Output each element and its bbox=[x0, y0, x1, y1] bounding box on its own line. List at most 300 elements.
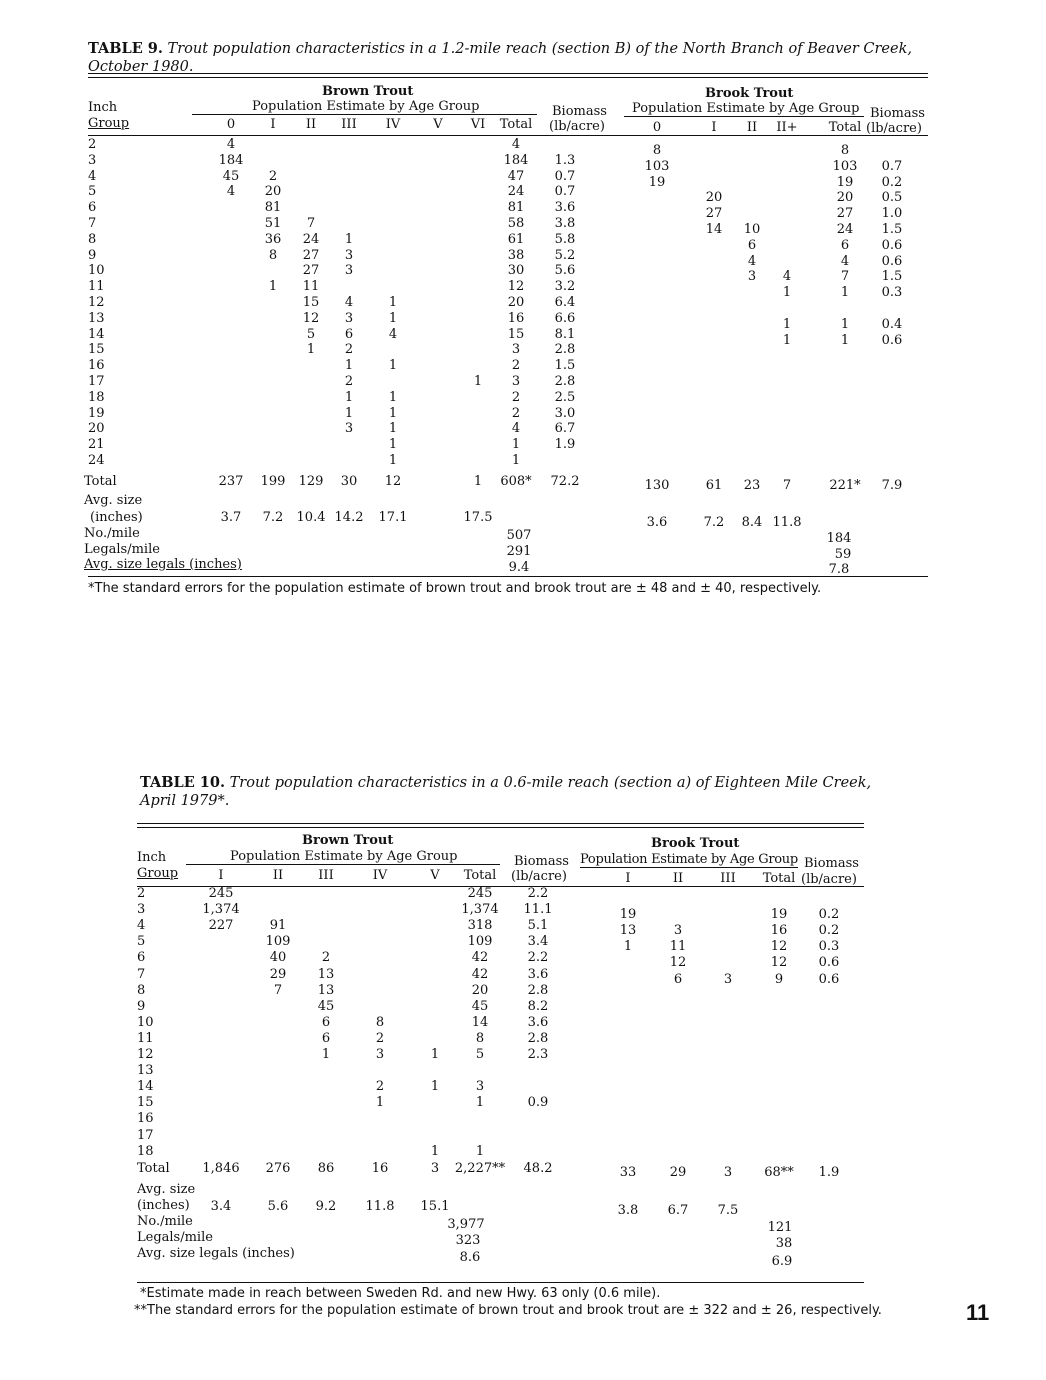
table10-total-cell: 3 bbox=[723, 1165, 733, 1180]
table10-biomass-unit: (lb/acre) bbox=[511, 869, 567, 884]
table9-cell: 6 bbox=[747, 237, 757, 253]
table10-group-label: Group bbox=[137, 866, 179, 881]
table10-cell: 8 bbox=[375, 1014, 385, 1030]
table9-cell: 1.5 bbox=[554, 358, 576, 374]
table9-avg-cell: 17.1 bbox=[378, 510, 408, 525]
table9-cell: 8 bbox=[652, 143, 662, 158]
table9-cell: 3.2 bbox=[554, 279, 576, 295]
table10-col-brown-1: II bbox=[272, 868, 284, 883]
table9-cell: 1 bbox=[473, 374, 483, 389]
table9-cell: 1.5 bbox=[881, 269, 903, 285]
table10-row-inch: 14 bbox=[137, 1079, 154, 1095]
table10-row-inch: 17 bbox=[137, 1127, 154, 1143]
table9-cell: 8 bbox=[840, 143, 850, 158]
table9-cell: 2 bbox=[511, 358, 521, 374]
table9-row-inch: 12 bbox=[88, 295, 105, 310]
table10-cell: 1 bbox=[623, 939, 633, 955]
table9-row-inch: 11 bbox=[88, 279, 105, 295]
table9-avg-cell: 7.2 bbox=[703, 515, 725, 530]
table9-cell: 103 bbox=[832, 158, 858, 174]
table10-cell: 20 bbox=[471, 982, 489, 998]
table9-row-inch: 21 bbox=[88, 437, 105, 453]
table9-total-cell: 1 bbox=[473, 474, 483, 489]
table9-total-cell: 61 bbox=[705, 478, 723, 493]
table9-cell: 1 bbox=[306, 342, 316, 358]
table9-row-inch: 18 bbox=[88, 389, 105, 405]
table9-col-brown-4: IV bbox=[385, 117, 401, 132]
table10-avg-legals-label: Avg. size legals (inches) bbox=[137, 1246, 295, 1261]
table10-cell: 245 bbox=[208, 886, 234, 901]
table9-total-cell: 237 bbox=[218, 474, 244, 489]
table10-top-rule-2 bbox=[137, 827, 864, 828]
table9-avg-size-label: Avg. size bbox=[84, 493, 143, 508]
table10-cell: 14 bbox=[471, 1014, 489, 1030]
table10-cell: 13 bbox=[317, 982, 335, 998]
table10-avg-cell: 6.7 bbox=[667, 1203, 689, 1218]
table9-total-cell: 129 bbox=[298, 474, 324, 489]
table10-total-cell: 33 bbox=[619, 1165, 637, 1180]
table9-row-inch: 6 bbox=[88, 200, 97, 216]
table10-brown-header: Brown Trout bbox=[302, 833, 394, 848]
table9-cell: 2.8 bbox=[554, 374, 576, 389]
table9-cell: 0.6 bbox=[881, 332, 903, 348]
table9-cell: 27 bbox=[302, 263, 320, 279]
table10-cell: 5 bbox=[475, 1047, 485, 1062]
table9-label: TABLE 9. bbox=[88, 40, 163, 57]
table9-avg-cell: 14.2 bbox=[334, 510, 364, 525]
table9-cell: 1.0 bbox=[881, 206, 903, 222]
table10-total-cell: 1.9 bbox=[818, 1165, 840, 1180]
table9-cell: 0.2 bbox=[881, 174, 903, 190]
table10-total-label: Total bbox=[137, 1161, 170, 1176]
table9-cell: 2 bbox=[511, 389, 521, 405]
table10-cell: 3.6 bbox=[527, 1014, 549, 1030]
table10-cell: 1 bbox=[430, 1079, 440, 1095]
table9-avg-cell: 3.6 bbox=[646, 515, 668, 530]
table9-cell: 5.6 bbox=[554, 263, 576, 279]
table9-no-mile-brook: 184 bbox=[826, 531, 852, 546]
table9-total-label: Total bbox=[84, 474, 117, 489]
table9-cell: 1 bbox=[840, 332, 850, 348]
table10-cell: 12 bbox=[770, 955, 788, 971]
table10-col-brown-2: III bbox=[318, 868, 334, 883]
table9-cell: 1 bbox=[511, 453, 521, 468]
table9-brook-sub-rule bbox=[624, 116, 864, 117]
table9-cell: 4 bbox=[226, 184, 236, 200]
table10-brown-sub-rule bbox=[186, 864, 500, 865]
table9-cell: 2 bbox=[344, 342, 354, 358]
table10-cell: 16 bbox=[770, 923, 788, 939]
table10-cell: 2.3 bbox=[527, 1047, 549, 1062]
table9-cell: 27 bbox=[705, 206, 723, 222]
table10-bottom-rule bbox=[137, 1282, 864, 1283]
table9-cell: 1 bbox=[388, 295, 398, 310]
table10-avg-cell: 5.6 bbox=[267, 1199, 289, 1214]
table10-cell: 1,374 bbox=[202, 902, 240, 918]
table9-cell: 0.6 bbox=[881, 237, 903, 253]
table9-cell: 61 bbox=[507, 231, 525, 247]
table10-cell: 11.1 bbox=[523, 902, 553, 918]
table10-avg-cell: 3.8 bbox=[617, 1203, 639, 1218]
table9-col-brook-4: Total bbox=[828, 120, 862, 135]
table10-cell: 318 bbox=[467, 918, 493, 934]
table10-cell: 0.2 bbox=[818, 923, 840, 939]
table9-cell: 8 bbox=[268, 247, 278, 263]
table9-cell: 1.3 bbox=[554, 152, 576, 168]
table9-cell: 5 bbox=[306, 326, 316, 342]
table9-cell: 184 bbox=[218, 152, 244, 168]
table9-cell: 0.4 bbox=[881, 316, 903, 332]
table9-cell: 4 bbox=[511, 137, 521, 152]
table9-cell: 1 bbox=[840, 316, 850, 332]
table9-avg-cell: 10.4 bbox=[296, 510, 326, 525]
table10-cell: 19 bbox=[770, 907, 788, 923]
table9-cell: 36 bbox=[264, 231, 282, 247]
table9-row-inch: 8 bbox=[88, 231, 97, 247]
table10-no-mile-brown: 3,977 bbox=[447, 1217, 485, 1232]
table9-cell: 1 bbox=[840, 285, 850, 301]
table10-cell: 8.2 bbox=[527, 998, 549, 1014]
table10-cell: 245 bbox=[467, 886, 493, 901]
table10-row-inch: 7 bbox=[137, 966, 146, 982]
table10-inches-label: (inches) bbox=[137, 1198, 190, 1213]
table9-cell: 20 bbox=[705, 190, 723, 206]
table9-row-inch: 5 bbox=[88, 184, 97, 200]
table9-cell: 3.0 bbox=[554, 405, 576, 421]
table10-avg-legals-brown: 8.6 bbox=[459, 1250, 481, 1265]
table9-cell: 16 bbox=[507, 310, 525, 326]
table9-cell: 5.2 bbox=[554, 247, 576, 263]
table10-legals-brook: 38 bbox=[775, 1236, 793, 1251]
table10-row-inch: 15 bbox=[137, 1095, 154, 1111]
table9-avg-legals-label: Avg. size legals (inches) bbox=[84, 557, 242, 572]
table9-cell: 1 bbox=[388, 389, 398, 405]
table10-biomass-label: Biomass bbox=[514, 854, 569, 869]
table9-cell: 1 bbox=[344, 405, 354, 421]
table10-cell: 9 bbox=[774, 971, 784, 987]
table9-cell: 27 bbox=[836, 206, 854, 222]
table9-total-cell: 30 bbox=[340, 474, 358, 489]
table10-cell: 1 bbox=[430, 1143, 440, 1159]
table9-cell: 3 bbox=[344, 263, 354, 279]
table9-col-brown-7: Total bbox=[499, 117, 533, 132]
table9-cell: 81 bbox=[264, 200, 282, 216]
table9-cell: 6.4 bbox=[554, 295, 576, 310]
table9-cell: 27 bbox=[302, 247, 320, 263]
table10-avg-cell: 9.2 bbox=[315, 1199, 337, 1214]
table9-avg-cell: 17.5 bbox=[463, 510, 493, 525]
table9-row-inch: 16 bbox=[88, 358, 105, 374]
table9-top-rule-2 bbox=[88, 77, 928, 78]
table10-brook-biomass-label: Biomass bbox=[804, 856, 859, 871]
table9-cell: 45 bbox=[222, 168, 240, 184]
table9-row-inch: 17 bbox=[88, 374, 105, 389]
table9-cell: 24 bbox=[302, 231, 320, 247]
table10-col-brook-3: Total bbox=[762, 871, 796, 886]
table9-cell: 1 bbox=[782, 316, 792, 332]
table10-row-inch: 2 bbox=[137, 886, 146, 901]
table9-row-inch: 9 bbox=[88, 247, 97, 263]
table9-row-inch: 20 bbox=[88, 421, 105, 437]
table9-cell: 4 bbox=[388, 326, 398, 342]
table9-col-brown-1: I bbox=[270, 117, 276, 132]
table9-cell: 12 bbox=[507, 279, 525, 295]
table9-cell: 1 bbox=[782, 285, 792, 301]
table10-col-brown-3: IV bbox=[372, 868, 388, 883]
table9-cell: 51 bbox=[264, 216, 282, 231]
table10-cell: 13 bbox=[317, 966, 335, 982]
table10-avg-cell: 3.4 bbox=[210, 1199, 232, 1214]
table9-cell: 6 bbox=[344, 326, 354, 342]
table9-row-inch: 4 bbox=[88, 168, 97, 184]
table9-col-brown-3: III bbox=[341, 117, 357, 132]
table10-cell: 13 bbox=[619, 923, 637, 939]
table9-cell: 3 bbox=[511, 342, 521, 358]
table9-cell: 1 bbox=[344, 389, 354, 405]
table9-cell: 1 bbox=[344, 358, 354, 374]
table9-cell: 3 bbox=[344, 247, 354, 263]
table9-cell: 3.6 bbox=[554, 200, 576, 216]
table10-row-inch: 6 bbox=[137, 950, 146, 966]
table9-cell: 2 bbox=[268, 168, 278, 184]
table10-col-brook-1: II bbox=[672, 871, 684, 886]
table9-total-cell: 23 bbox=[743, 478, 761, 493]
table9-cell: 4 bbox=[782, 269, 792, 285]
table10-brook-header: Brook Trout bbox=[651, 836, 740, 851]
table10-cell: 12 bbox=[770, 939, 788, 955]
table9-cell: 19 bbox=[648, 174, 666, 190]
table10-avg-size-label: Avg. size bbox=[137, 1182, 196, 1197]
table9-cell: 1 bbox=[388, 405, 398, 421]
table10-cell: 0.2 bbox=[818, 907, 840, 923]
table10-cell: 0.6 bbox=[818, 955, 840, 971]
table9-row-inch: 7 bbox=[88, 216, 97, 231]
table9-cell: 20 bbox=[264, 184, 282, 200]
table10-brook-biomass-unit: (lb/acre) bbox=[801, 872, 857, 887]
table9-brook-header: Brook Trout bbox=[705, 86, 794, 101]
table9-cell: 30 bbox=[507, 263, 525, 279]
table10-cell: 2.2 bbox=[527, 950, 549, 966]
table10-cell: 7 bbox=[273, 982, 283, 998]
table9-total-cell: 7 bbox=[782, 478, 792, 493]
table10-cell: 11 bbox=[669, 939, 687, 955]
table10-cell: 45 bbox=[317, 998, 335, 1014]
table10-cell: 2 bbox=[321, 950, 331, 966]
table10-cell: 29 bbox=[269, 966, 287, 982]
table9-cell: 15 bbox=[302, 295, 320, 310]
table9-cell: 1 bbox=[388, 421, 398, 437]
table9-avg-cell: 7.2 bbox=[262, 510, 284, 525]
table10-cell: 6 bbox=[673, 971, 683, 987]
table9-cell: 4 bbox=[840, 253, 850, 269]
table10-cell: 1 bbox=[475, 1143, 485, 1159]
table10-cell: 12 bbox=[669, 955, 687, 971]
table10-cell: 3 bbox=[673, 923, 683, 939]
table9-cell: 15 bbox=[507, 326, 525, 342]
table10-row-inch: 5 bbox=[137, 934, 146, 950]
table10-cell: 3 bbox=[475, 1079, 485, 1095]
table9-cell: 1 bbox=[782, 332, 792, 348]
table9-row-inch: 13 bbox=[88, 310, 105, 326]
table10-cell: 1 bbox=[321, 1047, 331, 1062]
table10-cell: 2.8 bbox=[527, 1030, 549, 1046]
table9-no-mile-label: No./mile bbox=[84, 526, 140, 541]
table9-avg-cell: 3.7 bbox=[220, 510, 242, 525]
table10-cell: 2.8 bbox=[527, 982, 549, 998]
table10-cell: 3 bbox=[723, 971, 733, 987]
table10-no-mile-label: No./mile bbox=[137, 1214, 193, 1229]
table9-inches-label: (inches) bbox=[90, 510, 143, 525]
table9-cell: 4 bbox=[747, 253, 757, 269]
table9-cell: 3 bbox=[344, 421, 354, 437]
table10-brook-subheader: Population Estimate by Age Group bbox=[580, 852, 798, 867]
table10-cell: 3.6 bbox=[527, 966, 549, 982]
table10-col-brown-0: I bbox=[218, 868, 224, 883]
table10-cell: 6 bbox=[321, 1030, 331, 1046]
table10-row-inch: 10 bbox=[137, 1014, 154, 1030]
table9-brook-biomass-unit: (lb/acre) bbox=[866, 121, 922, 136]
table9-cell: 10 bbox=[743, 222, 761, 237]
table9-col-brook-1: I bbox=[711, 120, 717, 135]
table9-brown-subheader: Population Estimate by Age Group bbox=[252, 99, 480, 114]
table9-row-inch: 19 bbox=[88, 405, 105, 421]
table10-cell: 42 bbox=[471, 950, 489, 966]
table9-col-brown-6: VI bbox=[470, 117, 486, 132]
table9-col-brook-3: II+ bbox=[776, 120, 798, 135]
table10-cell: 91 bbox=[269, 918, 287, 934]
table10-total-cell: 2,227** bbox=[454, 1161, 506, 1176]
table10-row-inch: 3 bbox=[137, 902, 146, 918]
table10-cell: 5.1 bbox=[527, 918, 549, 934]
table10-row-inch: 18 bbox=[137, 1143, 154, 1159]
table9-cell: 47 bbox=[507, 168, 525, 184]
table10-cell: 8 bbox=[475, 1030, 485, 1046]
table9-row-inch: 24 bbox=[88, 453, 105, 468]
table10-cell: 227 bbox=[208, 918, 234, 934]
table9-brook-biomass-label: Biomass bbox=[870, 106, 925, 121]
table9-cell: 8.1 bbox=[554, 326, 576, 342]
table9-cell: 3 bbox=[747, 269, 757, 285]
table9-total-cell: 72.2 bbox=[550, 474, 580, 489]
table10-total-cell: 48.2 bbox=[523, 1161, 553, 1176]
table9-top-rule bbox=[88, 73, 928, 74]
table9-cell: 6.7 bbox=[554, 421, 576, 437]
table10-avg-legals-brook: 6.9 bbox=[771, 1254, 793, 1269]
table9-cell: 0.5 bbox=[881, 190, 903, 206]
table9-brook-subheader: Population Estimate by Age Group bbox=[632, 101, 860, 116]
table9-col-brook-2: II bbox=[746, 120, 758, 135]
table10-total-cell: 276 bbox=[265, 1161, 291, 1176]
table9-title: Trout population characteristics in a 1.2-mile reach (section B) of the North Branch of Beaver Creek, October 1980. bbox=[88, 41, 912, 75]
table9-cell: 20 bbox=[836, 190, 854, 206]
table10-cell: 6 bbox=[321, 1014, 331, 1030]
table10-cell: 1 bbox=[375, 1095, 385, 1111]
table10-total-cell: 29 bbox=[669, 1165, 687, 1180]
table10-caption bbox=[140, 774, 880, 810]
table10-cell: 1,374 bbox=[461, 902, 499, 918]
table10-total-cell: 16 bbox=[371, 1161, 389, 1176]
table10-label: TABLE 10. bbox=[140, 774, 226, 791]
table9-cell: 3 bbox=[511, 374, 521, 389]
table9-cell: 1 bbox=[388, 358, 398, 374]
table9-row-inch: 3 bbox=[88, 152, 97, 168]
table9-biomass-label: Biomass bbox=[552, 104, 607, 119]
table10-cell: 45 bbox=[471, 998, 489, 1014]
table9-cell: 6.6 bbox=[554, 310, 576, 326]
table9-total-cell: 7.9 bbox=[881, 478, 903, 493]
table10-cell: 1 bbox=[475, 1095, 485, 1111]
table9-cell: 24 bbox=[836, 222, 854, 237]
table9-total-cell: 12 bbox=[384, 474, 402, 489]
table9-bottom-rule bbox=[88, 576, 928, 577]
table10-cell: 19 bbox=[619, 907, 637, 923]
table10-col-brown-5: Total bbox=[463, 868, 497, 883]
table10-total-cell: 68** bbox=[764, 1165, 794, 1180]
table9-avg-cell: 11.8 bbox=[772, 515, 802, 530]
table10-cell: 3 bbox=[375, 1047, 385, 1062]
table10-total-cell: 3 bbox=[430, 1161, 440, 1176]
table9-brown-header: Brown Trout bbox=[322, 84, 414, 99]
table9-cell: 1 bbox=[268, 279, 278, 295]
table10-row-inch: 12 bbox=[137, 1047, 154, 1062]
table9-cell: 7 bbox=[840, 269, 850, 285]
table9-col-brown-0: 0 bbox=[226, 117, 236, 132]
table9-col-brown-2: II bbox=[305, 117, 317, 132]
table10-footnote-1: *Estimate made in reach between Sweden Rd. and new Hwy. 63 only (0.6 mile). bbox=[140, 1286, 661, 1301]
table10-no-mile-brook: 121 bbox=[767, 1220, 793, 1235]
table9-cell: 0.7 bbox=[881, 158, 903, 174]
table9-col-brown-5: V bbox=[433, 117, 443, 132]
table9-cell: 2 bbox=[511, 405, 521, 421]
table9-brown-sub-rule bbox=[192, 114, 537, 115]
table9-cell: 3 bbox=[344, 310, 354, 326]
table10-cell: 109 bbox=[467, 934, 493, 950]
table9-total-cell: 608* bbox=[500, 474, 532, 489]
table9-cell: 14 bbox=[705, 222, 723, 237]
table9-cell: 4 bbox=[226, 137, 236, 152]
table9-cell: 5.8 bbox=[554, 231, 576, 247]
table10-brown-subheader: Population Estimate by Age Group bbox=[230, 849, 458, 864]
table9-total-cell: 130 bbox=[644, 478, 670, 493]
table9-cell: 2.5 bbox=[554, 389, 576, 405]
table9-group-label: Group bbox=[88, 116, 130, 131]
table10-col-brook-2: III bbox=[720, 871, 736, 886]
table10-cell: 40 bbox=[269, 950, 287, 966]
table9-cell: 1 bbox=[388, 453, 398, 468]
table9-cell: 1 bbox=[344, 231, 354, 247]
table9-row-inch: 15 bbox=[88, 342, 105, 358]
table9-avg-cell: 8.4 bbox=[741, 515, 763, 530]
table10-row-inch: 8 bbox=[137, 982, 146, 998]
table10-col-brook-0: I bbox=[625, 871, 631, 886]
table9-cell: 1 bbox=[388, 437, 398, 453]
table10-cell: 2.2 bbox=[527, 886, 549, 901]
table9-cell: 12 bbox=[302, 310, 320, 326]
table10-avg-cell: 7.5 bbox=[717, 1203, 739, 1218]
table10-cell: 0.3 bbox=[818, 939, 840, 955]
table10-footnote-2: **The standard errors for the population estimate of brown trout and brook trout are ± 322 and ± 26, respectively. bbox=[134, 1303, 882, 1318]
table9-cell: 6 bbox=[840, 237, 850, 253]
table9-inch-label: Inch bbox=[88, 100, 118, 115]
table9-cell: 0.7 bbox=[554, 184, 576, 200]
table10-cell: 1 bbox=[430, 1047, 440, 1062]
table10-cell: 2 bbox=[375, 1079, 385, 1095]
table10-brook-sub-rule bbox=[580, 867, 798, 868]
table9-header-rule bbox=[88, 135, 928, 136]
table9-cell: 11 bbox=[302, 279, 320, 295]
table9-row-inch: 10 bbox=[88, 263, 105, 279]
table10-top-rule bbox=[137, 823, 864, 824]
